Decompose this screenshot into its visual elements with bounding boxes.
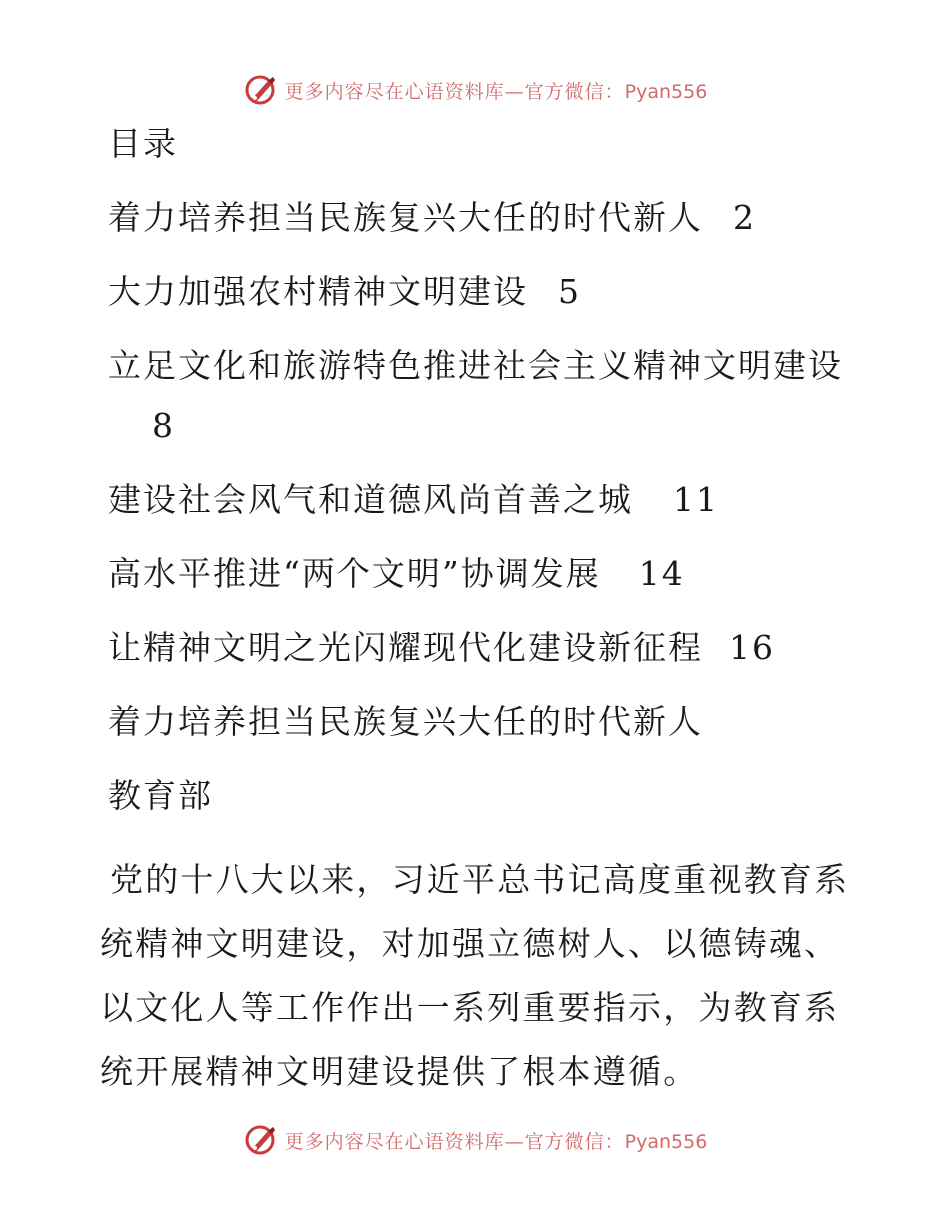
header-banner — [0, 70, 950, 110]
banner-text — [285, 1127, 708, 1154]
article-author: 教育部 — [108, 776, 213, 815]
toc-entry-title: 让精神文明之光闪耀现代化建设新征程 — [108, 628, 703, 667]
toc-entry — [108, 628, 775, 668]
toc-entry — [108, 198, 756, 238]
banner-slogan: 更多内容尽在心语资料库—官方微信： — [284, 80, 625, 103]
toc-entry-page-wrapped: 8 — [152, 406, 175, 445]
pen-logo-icon — [243, 72, 279, 108]
banner-slogan: 更多内容尽在心语资料库—官方微信： — [284, 1130, 625, 1153]
toc-title: 目录 — [108, 124, 178, 163]
toc-entry — [108, 554, 685, 594]
toc-entry-title: 建设社会风气和道德风尚首善之城 — [108, 480, 633, 519]
toc-entry-title: 着力培养担当民族复兴大任的时代新人 — [108, 198, 703, 237]
pen-logo-icon — [243, 1122, 279, 1158]
article-paragraph: 党的十八大以来，习近平总书记高度重视教育系统精神文明建设，对加强立德树人、以德铸魂、以文化人等工作作出一系列重要指示，为教育系统开展精神文明建设提供了根本遵循。 — [100, 860, 850, 1091]
banner-content — [243, 72, 708, 108]
banner-wechat-id: Pyan556 — [624, 1130, 708, 1153]
banner-content — [243, 1122, 708, 1158]
toc-entry-page: 14 — [638, 554, 685, 593]
toc-entry — [108, 480, 719, 520]
toc-entry — [108, 346, 843, 386]
banner-wechat-id: Pyan556 — [624, 80, 708, 103]
article-title: 着力培养担当民族复兴大任的时代新人 — [108, 702, 703, 741]
toc-entry — [108, 272, 581, 312]
toc-entry-page: 5 — [558, 272, 581, 311]
toc-entry-title: 立足文化和旅游特色推进社会主义精神文明建设 — [108, 346, 843, 385]
toc-entry-page: 16 — [729, 628, 775, 667]
toc-entry-page: 2 — [733, 198, 756, 237]
toc-entry-title: 大力加强农村精神文明建设 — [108, 272, 528, 311]
banner-text — [285, 77, 708, 104]
footer-banner — [0, 1120, 950, 1160]
toc-entry-title: 高水平推进“两个文明”协调发展 — [108, 554, 601, 593]
toc-entry-page: 11 — [673, 480, 719, 519]
